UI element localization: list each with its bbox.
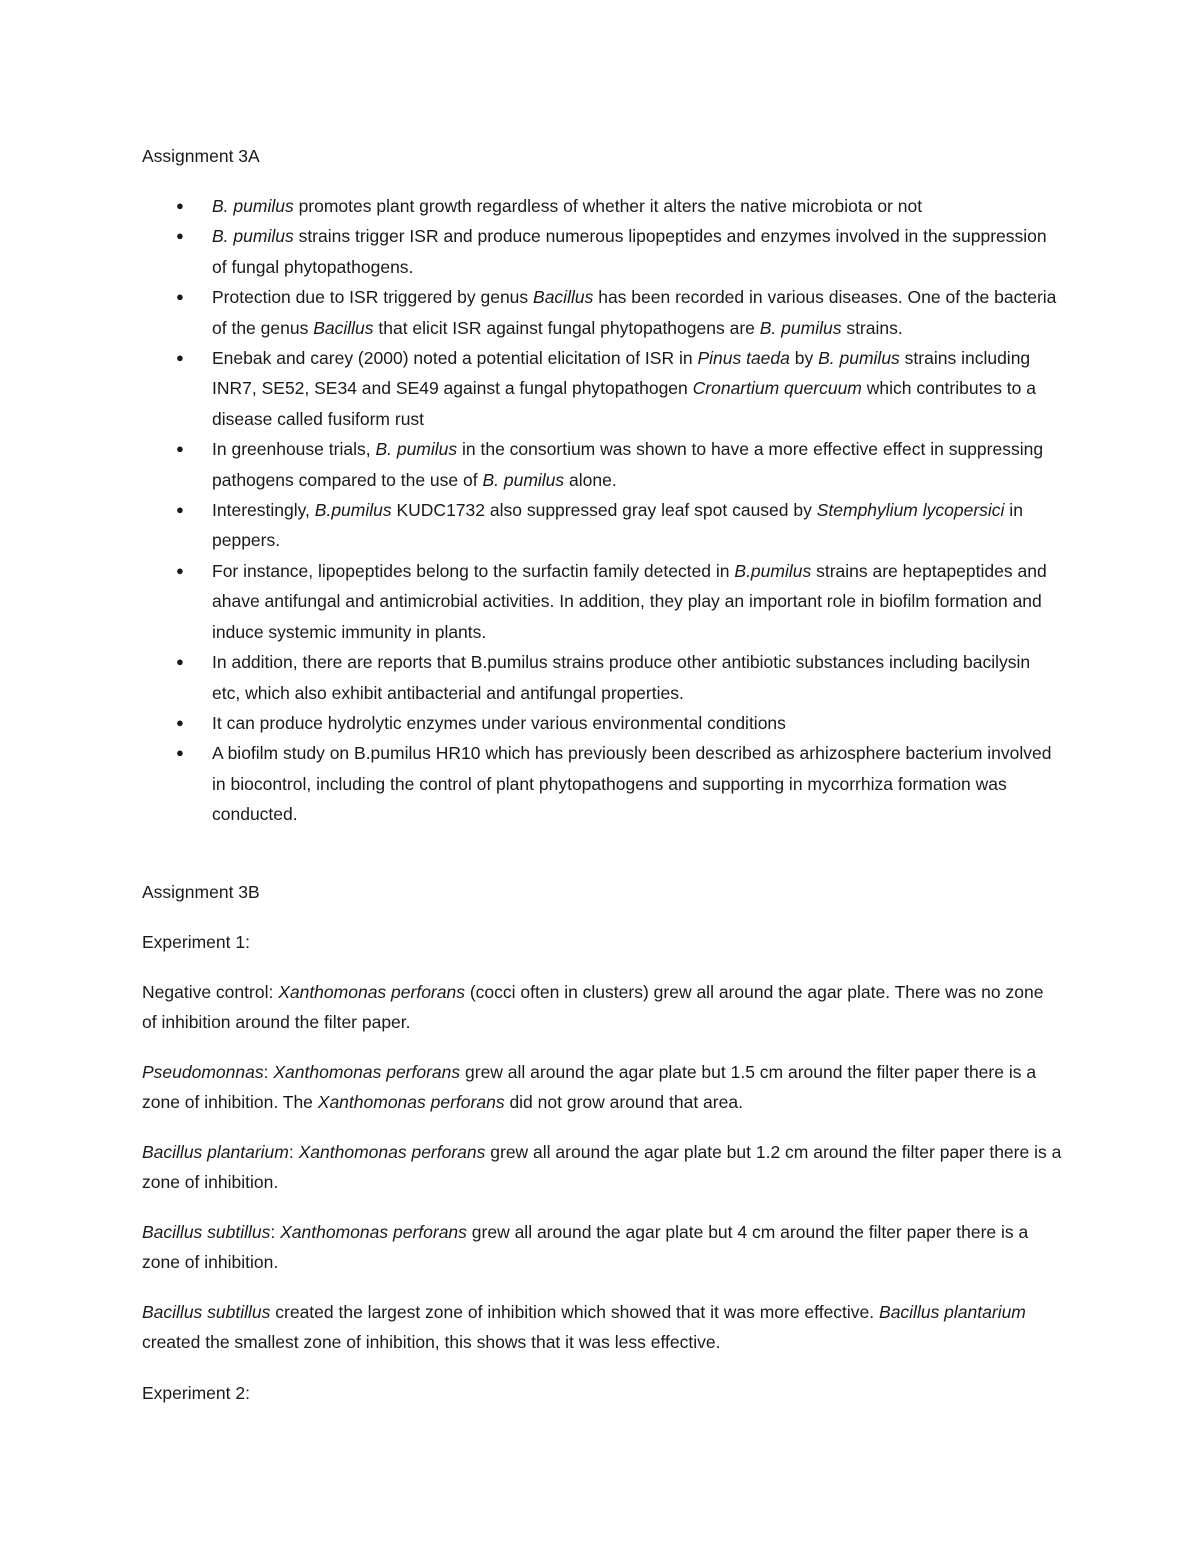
- bullet-icon: ●: [176, 289, 184, 305]
- italic-term: Stemphylium lycopersici: [816, 500, 1005, 521]
- italic-term: Xanthomonas perforans: [298, 1142, 486, 1162]
- italic-term: Xanthomonas perforans: [273, 1062, 461, 1082]
- list-item: ● Interestingly, B.pumilus KUDC1732 also suppressed gray leaf spot caused by Stemphylium lycopersici in peppers.: [142, 495, 1062, 556]
- italic-term: Xanthomonas perforans: [280, 1222, 467, 1242]
- pseudomonnas-paragraph: Pseudomonnas: Xanthomonas perforans grew all around the agar plate but 1.5 cm around the filter paper there is a zone of inhibition. The Xanthomonas perforans did not grow around that area.: [142, 1062, 1037, 1113]
- bullet-icon: ●: [176, 441, 184, 457]
- italic-term: Cronartium quercuum: [692, 378, 862, 399]
- bullet-icon: ●: [176, 562, 184, 578]
- list-item: ● For instance, lipopeptides belong to the surfactin family detected in B.pumilus strains are heptapeptides and ahave antifungal and antimicrobial activities. In addition, they play an important role in biofilm formation and induce systemic immunity in plants.: [142, 556, 1062, 647]
- bullet-icon: ●: [176, 745, 184, 761]
- list-item: ● It can produce hydrolytic enzymes under various environmental conditions: [142, 708, 1062, 738]
- conclusion-paragraph: Bacillus subtillus created the largest zone of inhibition which showed that it was more effective. Bacillus plantarium created the smallest zone of inhibition, this shows that it was less effective.: [142, 1302, 1026, 1353]
- italic-term: B. pumilus: [818, 348, 900, 369]
- assignment-3b-heading: Assignment 3B: [142, 882, 260, 902]
- list-item: ● B. pumilus promotes plant growth regardless of whether it alters the native microbiota or not: [142, 191, 1062, 221]
- italic-term: Bacillus subtillus: [142, 1302, 271, 1322]
- italic-term: Pinus taeda: [697, 348, 790, 369]
- italic-term: Bacillus subtillus: [142, 1222, 271, 1242]
- list-item: ● In greenhouse trials, B. pumilus in the consortium was shown to have a more effective effect in suppressing pathogens compared to the use of B. pumilus alone.: [142, 434, 1062, 495]
- italic-term: Bacillus plantarium: [879, 1302, 1026, 1322]
- italic-term: Xanthomonas perforans: [317, 1092, 505, 1113]
- italic-term: Xanthomonas perforans: [278, 982, 465, 1002]
- bullet-icon: ●: [176, 350, 184, 366]
- bullet-icon: ●: [176, 198, 184, 213]
- list-item: ● Protection due to ISR triggered by genus Bacillus has been recorded in various diseases. One of the bacteria of the genus Bacillus that elicit ISR against fungal phytopathogens are B. pumilus strains.: [142, 282, 1062, 343]
- bacillus-subtillus-paragraph: Bacillus subtillus: Xanthomonas perforans grew all around the agar plate but 4 cm around the filter paper there is a zone of inhibition.: [142, 1222, 1029, 1273]
- bullet-icon: ●: [176, 502, 184, 518]
- bacillus-plantarium-paragraph: Bacillus plantarium: Xanthomonas perforans grew all around the agar plate but 1.2 cm around the filter paper there is a zone of inhibition.: [142, 1142, 1062, 1193]
- italic-term: Bacillus plantarium: [142, 1142, 289, 1162]
- assignment-3a-bullet-list: [142, 191, 1062, 830]
- list-item: ● In addition, there are reports that B.pumilus strains produce other antibiotic substances including bacilysin etc, which also exhibit antibacterial and antifungal properties.: [142, 647, 1062, 708]
- italic-term: B.pumilus: [734, 560, 812, 581]
- experiment-1-heading: Experiment 1:: [142, 932, 250, 952]
- assignment-3a-heading: Assignment 3A: [142, 146, 260, 166]
- negative-control-paragraph: Negative control: Xanthomonas perforans (cocci often in clusters) grew all around the agar plate. There was no zone of inhibition around the filter paper.: [142, 982, 1044, 1033]
- list-item: ● B. pumilus strains trigger ISR and produce numerous lipopeptides and enzymes involved in the suppression of fungal phytopathogens.: [142, 221, 1062, 282]
- list-item: ● Enebak and carey (2000) noted a potential elicitation of ISR in Pinus taeda by B. pumilus strains including INR7, SE52, SE34 and SE49 against a fungal phytopathogen Cronartium quercuum which contributes to a disease called fusiform rust: [142, 343, 1062, 434]
- italic-term: B. pumilus: [375, 439, 458, 460]
- bullet-icon: ●: [176, 228, 184, 244]
- italic-term: B. pumilus: [759, 317, 842, 338]
- experiment-2-heading: Experiment 2:: [142, 1383, 250, 1403]
- italic-term: Bacillus: [533, 287, 594, 308]
- bullet-icon: ●: [176, 654, 184, 670]
- italic-term: B. pumilus: [482, 469, 565, 490]
- italic-term: Pseudomonnas: [142, 1062, 264, 1082]
- bullet-icon: ●: [176, 714, 184, 730]
- italic-term: B.pumilus: [314, 500, 392, 521]
- italic-term: B. pumilus: [212, 196, 294, 216]
- italic-term: B. pumilus: [212, 226, 294, 247]
- list-item: ● A biofilm study on B.pumilus HR10 which has previously been described as arhizosphere bacterium involved in biocontrol, including the control of plant phytopathogens and supporting in mycorrhiza formation was conducted.: [142, 738, 1062, 829]
- italic-term: Bacillus: [313, 317, 374, 338]
